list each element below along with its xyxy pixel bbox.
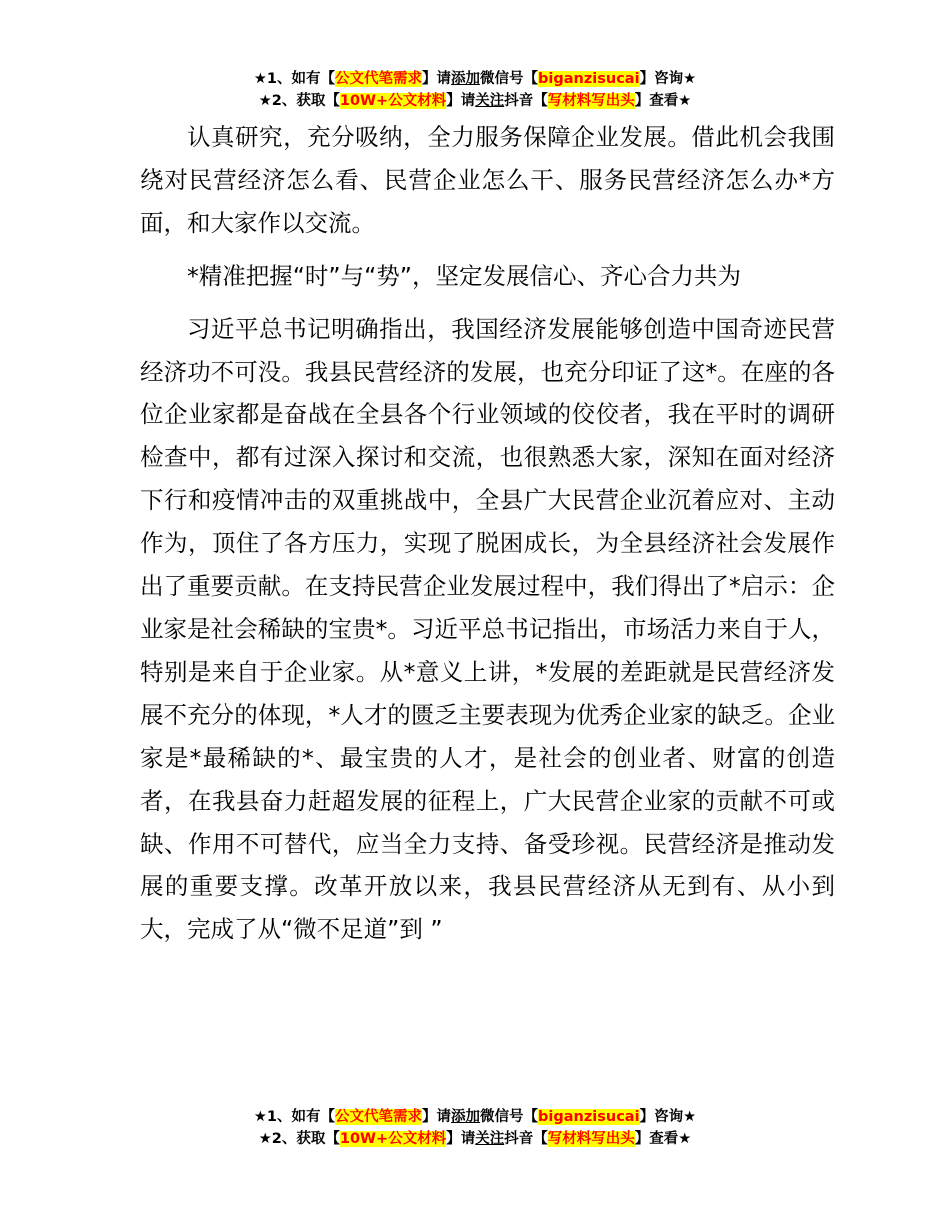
banner-text: 】请 <box>422 71 452 87</box>
banner-text: 微信号【 <box>480 1109 539 1125</box>
banner-highlight: 写材料写出头 <box>547 1131 635 1147</box>
footer-banner-line-2 <box>0 1128 950 1150</box>
banner-highlight: biganzisucai <box>538 71 640 87</box>
banner-emphasis: 关注 <box>475 1131 505 1147</box>
banner-text: ★2、获取【 <box>258 93 340 109</box>
banner-text: 】查看★ <box>634 93 692 109</box>
banner-text: 】请 <box>422 1109 452 1125</box>
banner-emphasis: 添加 <box>451 1109 481 1125</box>
banner-highlight: 10W+公文材料 <box>339 1131 447 1147</box>
document-body <box>140 116 835 951</box>
banner-highlight: 公文代笔需求 <box>335 71 423 87</box>
banner-highlight: 10W+公文材料 <box>339 93 447 109</box>
banner-highlight: 写材料写出头 <box>547 93 635 109</box>
banner-text: 】查看★ <box>634 1131 692 1147</box>
footer-banner <box>0 1106 950 1150</box>
banner-emphasis: 关注 <box>475 93 505 109</box>
banner-text: ★1、如有【 <box>253 71 336 87</box>
banner-text: 微信号【 <box>480 71 539 87</box>
banner-text: ★1、如有【 <box>253 1109 336 1125</box>
banner-emphasis: 添加 <box>451 71 481 87</box>
banner-text: 】请 <box>446 1131 476 1147</box>
paragraph-main: 习近平总书记明确指出，我国经济发展能够创造中国奇迹民营经济功不可没。我县民营经济的发展，也充分印证了这*。在座的各位企业家都是奋战在全县各个行业领域的佼佼者，我在平时的调研检查中，都有过深入探讨和交流，也很熟悉大家，深知在面对经济下行和疫情冲击的双重挑战中，全县广大民营企业沉着应对、主动作为，顶住了各方压力，实现了脱困成长，为全县经济社会发展作出了重要贡献。在支持民营企业发展过程中，我们得出了*启示：企业家是社会稀缺的宝贵*。习近平总书记指出，市场活力来自于人，特别是来自于企业家。从*意义上讲，*发展的差距就是民营经济发展不充分的体现，*人才的匮乏主要表现为优秀企业家的缺乏。企业家是*最稀缺的*、最宝贵的人才，是社会的创业者、财富的创造者，在我县奋力赶超发展的征程上，广大民营企业家的贡献不可或缺、作用不可替代，应当全力支持、备受珍视。民营经济是推动发展的重要支撑。改革开放以来，我县民营经济从无到有、从小到大，完成了从“微不足道”到 ” <box>140 314 835 944</box>
banner-text: 抖音【 <box>504 93 548 109</box>
paragraph-intro: 认真研究，充分吸纳，全力服务保障企业发展。借此机会我围绕对民营经济怎么看、民营企业怎么干、服务民营经济怎么办*方面，和大家作以交流。 <box>140 123 835 237</box>
header-banner <box>0 68 950 112</box>
banner-text: 】咨询★ <box>639 1109 697 1125</box>
banner-text: ★2、获取【 <box>258 1131 340 1147</box>
footer-banner-line-1 <box>0 1106 950 1128</box>
banner-highlight: 公文代笔需求 <box>335 1109 423 1125</box>
banner-text: 】咨询★ <box>639 71 697 87</box>
section-heading: *精准把握“时”与“势”，坚定发展信心、齐心合力共为 <box>187 261 741 290</box>
banner-highlight: biganzisucai <box>538 1109 640 1125</box>
banner-text: 】请 <box>446 93 476 109</box>
header-banner-line-2 <box>0 90 950 112</box>
banner-text: 抖音【 <box>504 1131 548 1147</box>
header-banner-line-1 <box>0 68 950 90</box>
